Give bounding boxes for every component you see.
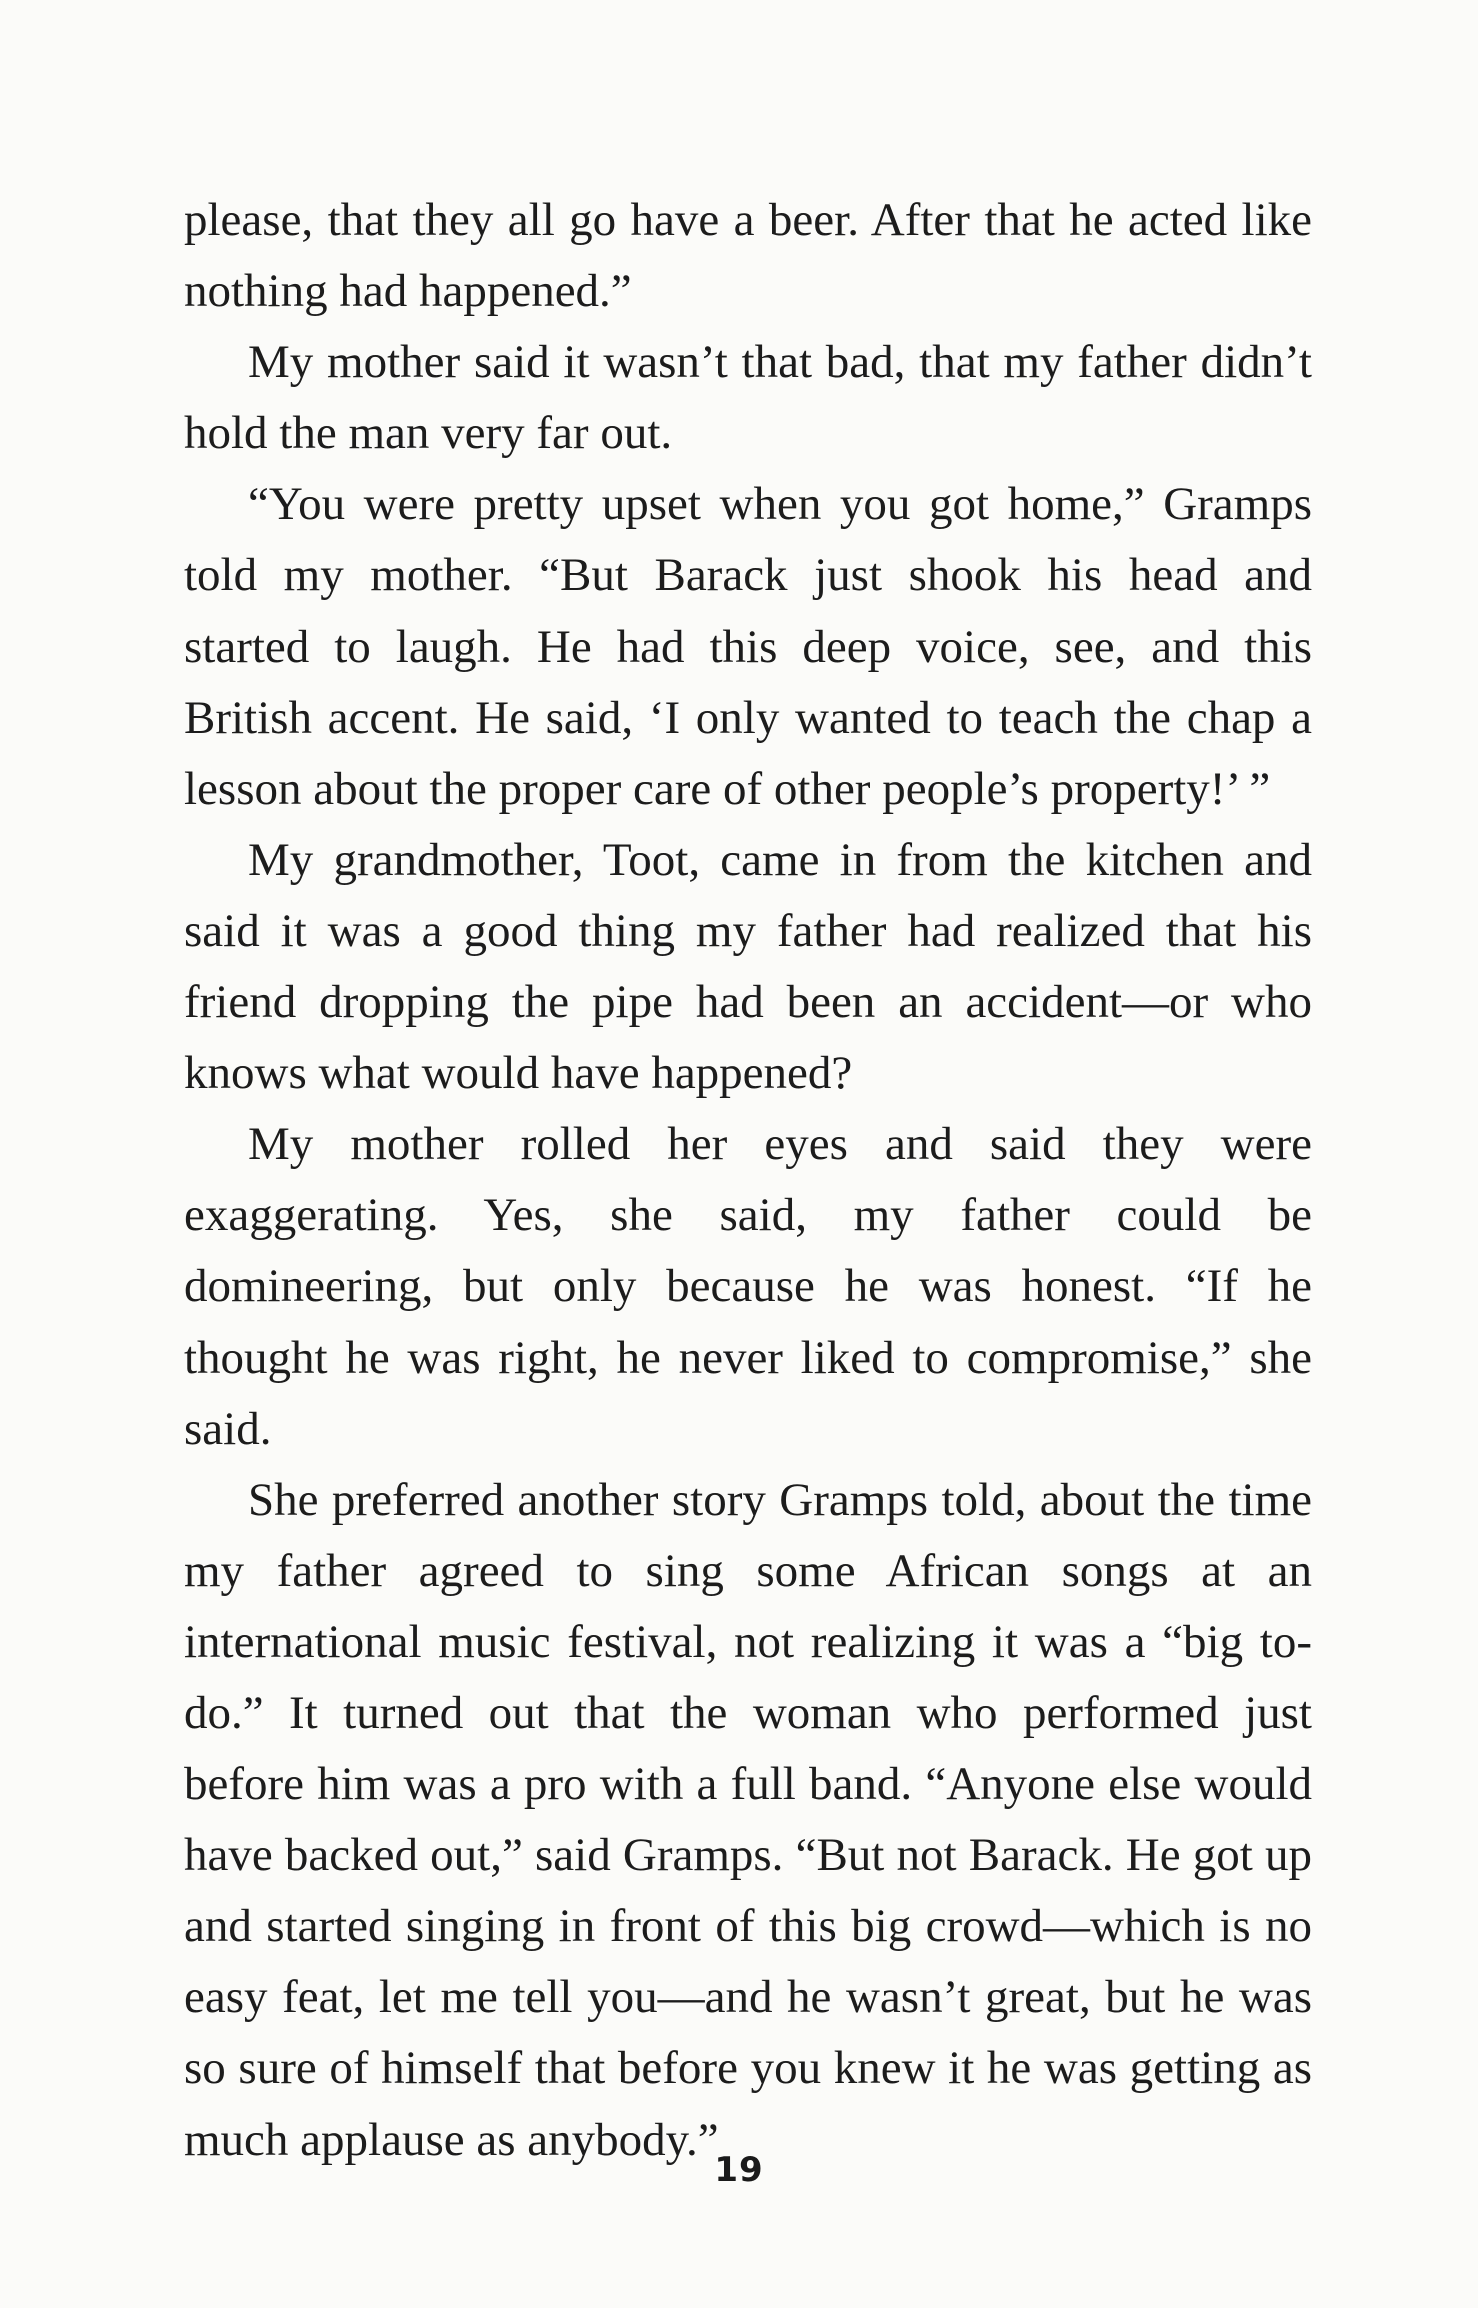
page-number: 19 [714,2150,764,2190]
paragraph: “You were pretty upset when you got home,” Gramps told my mother. “But Barack just shook his head and started to laugh. He had this deep voice, see, and this British accent. He said, ‘I only wanted to teach the chap a lesson about the proper care of other people’s property!’ ” [184,478,1312,815]
paragraph: My grandmother, Toot, came in from the kitchen and said it was a good thing my father had realized that his friend dropping the pipe had been an accident—or who knows what would have happened? [184,833,1312,1100]
paragraph: She preferred another story Gramps told, about the time my father agreed to sing some African songs at an international music festival, not realizing it was a “big to-do.” It turned out that the woman who performed just before him was a pro with a full band. “Anyone else would have backed out,” said Gramps. “But not Barack. He got up and started singing in front of this big crowd—which is no easy feat, let me tell you—and he wasn’t great, but he was so sure of himself that before you knew it he was getting as much applause as anybody.” [184,1473,1312,2166]
paragraph: My mother said it wasn’t that bad, that my father didn’t hold the man very far out. [184,336,1312,460]
paragraph: My mother rolled her eyes and said they were exaggerating. Yes, she said, my father could be domineering, but only because he was honest. “If he thought he was right, he never liked to compromise,” she said. [184,1118,1312,1455]
body-text [184,185,1312,2176]
paragraph: please, that they all go have a beer. After that he acted like nothing had happened.” [184,194,1312,318]
